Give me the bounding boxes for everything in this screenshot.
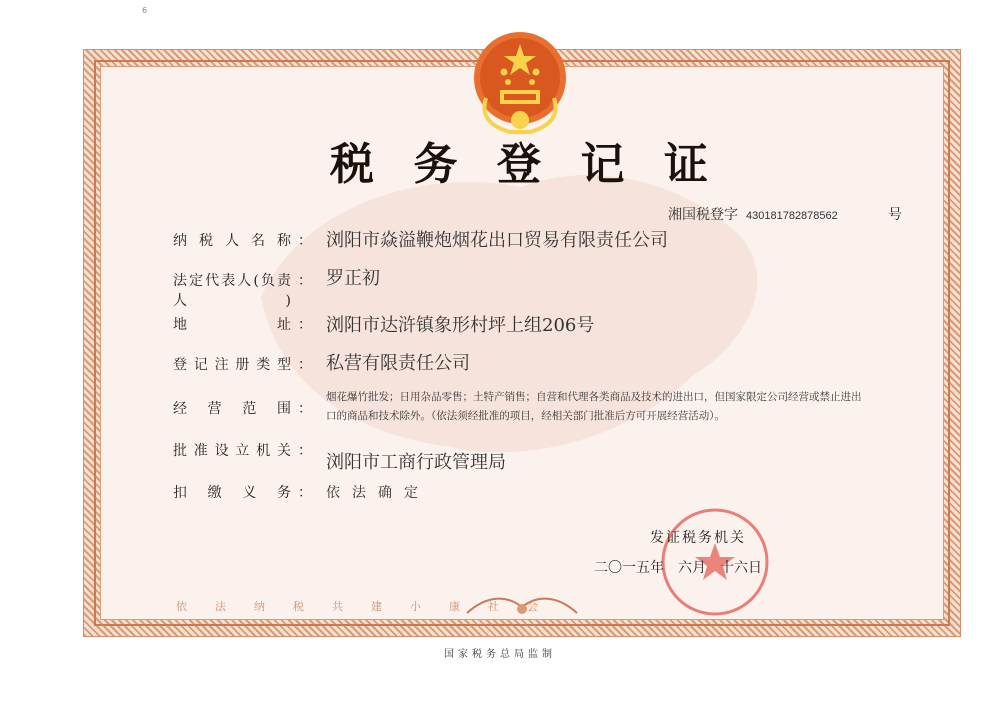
- colon: ：: [298, 401, 312, 417]
- colon: ：: [298, 357, 312, 373]
- value-withholding-obligation: 依法确定: [326, 485, 430, 501]
- footer-supervision: 国家税务总局监制: [444, 649, 556, 660]
- registration-word: 登字: [710, 207, 738, 223]
- label-taxpayer-name: 纳税人名称: [173, 233, 291, 249]
- value-business-scope: 烟花爆竹批发；日用杂品零售；土特产销售；自营和代理各类商品及技术的进出口，但国家限定公司经营或禁止进出口的商品和技术除外。（依法须经批准的项目，经相关部门批准后方可开展经营活动）。: [326, 391, 862, 422]
- registration-prefix: 湘国税: [668, 207, 710, 223]
- label-withholding-obligation: 扣缴义务: [173, 485, 291, 501]
- registration-number-value: 430181782878562: [746, 210, 838, 222]
- colon: ：: [298, 443, 312, 459]
- title-char: 记: [580, 139, 627, 190]
- scan-page-mark: 6: [142, 6, 148, 15]
- issuing-authority: 发证税务机关: [650, 530, 746, 546]
- label-approval-authority: 批准设立机关: [173, 443, 291, 459]
- issue-date: 二〇一五年 六月 十六日: [594, 560, 762, 576]
- value-registration-type: 私营有限责任公司: [326, 353, 470, 374]
- title-char: 务: [413, 139, 460, 190]
- colon: ：: [298, 317, 312, 333]
- title-char: 税: [330, 139, 376, 190]
- colon: ：: [298, 273, 312, 289]
- value-legal-representative: 罗正初: [326, 268, 380, 289]
- registration-suffix: 号: [888, 207, 902, 223]
- value-taxpayer-name: 浏阳市焱溢鞭炮烟花出口贸易有限责任公司: [326, 230, 668, 251]
- value-approval-authority: 浏阳市工商行政管理局: [326, 452, 506, 473]
- certificate-title: [330, 130, 710, 190]
- border-motto: 依法纳税共建小康社会: [176, 600, 566, 613]
- label-business-scope: 经营范围: [173, 401, 291, 417]
- national-emblem-icon: [470, 28, 570, 138]
- label-registration-type: 登记注册类型: [173, 357, 291, 373]
- colon: ：: [298, 485, 312, 501]
- title-char: 登: [497, 139, 543, 190]
- colon: ：: [298, 233, 312, 249]
- value-address: 浏阳市达浒镇象形村坪上组206号: [326, 315, 595, 336]
- label-legal-representative: 法定代表人(负责人): [173, 273, 291, 309]
- registration-number: [668, 204, 838, 224]
- label-address: 地址: [173, 317, 291, 333]
- title-char: 证: [664, 139, 710, 190]
